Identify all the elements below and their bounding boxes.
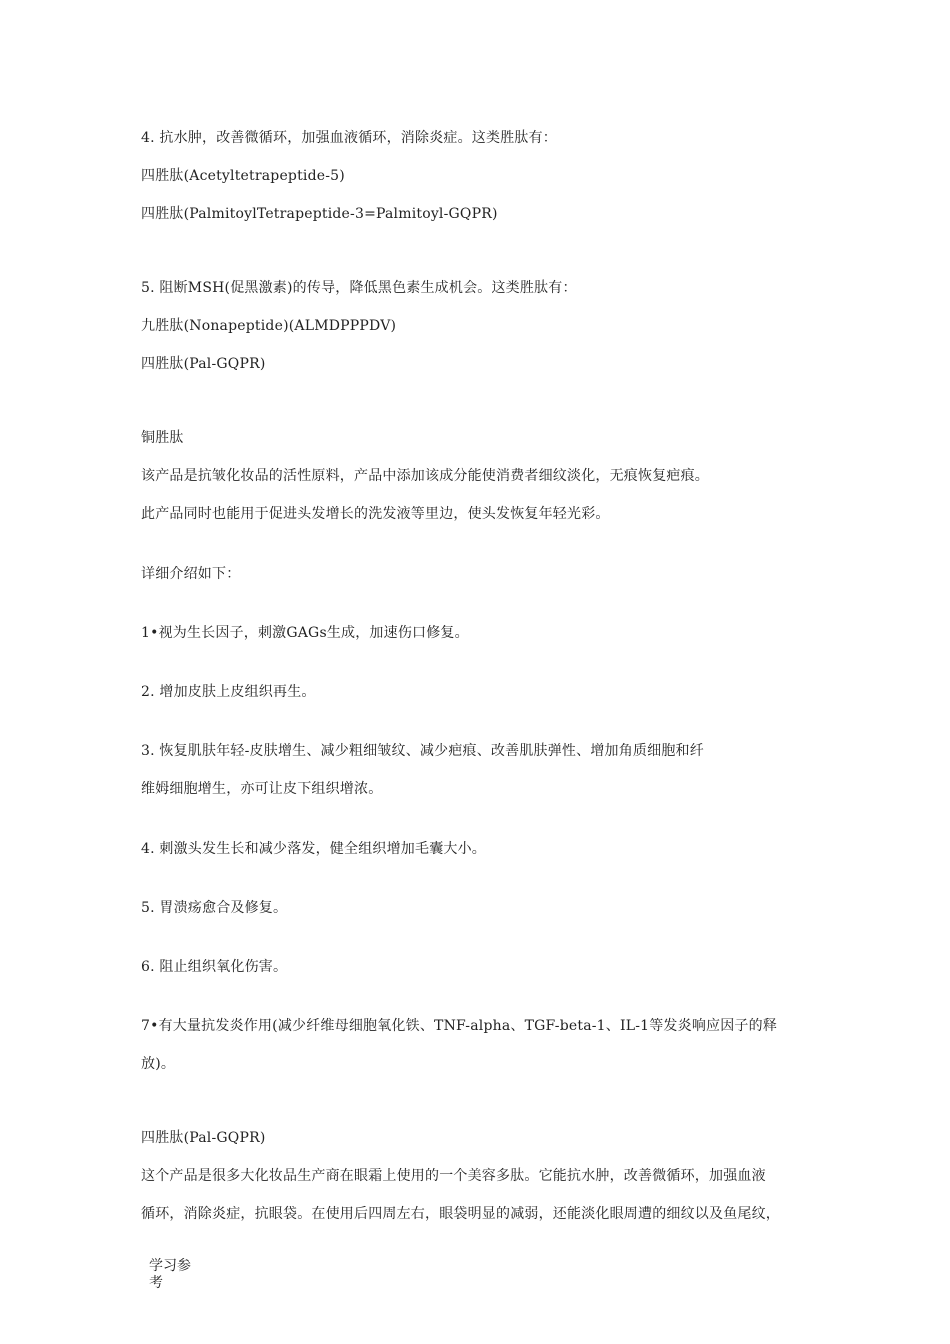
palgqpr-line-2: 循环，消除炎症，抗眼袋。在使用后四周左右，眼袋明显的减弱，还能淡化眼周遭的细纹以及鱼尾纹， (141, 1206, 780, 1222)
section4-item-1: 四胜肽(Acetyltetrapeptide-5) (141, 168, 345, 184)
copper-point-3: 3. 恢复肌肤年轻-皮肤增生、减少粗细皱纹、减少疤痕、改善肌肤弹性、增加角质细胞和纤 (141, 743, 704, 759)
palgqpr-title: 四胜肽(Pal-GQPR) (141, 1130, 266, 1146)
copper-point-4: 4. 刺激头发生长和减少落发，健全组织增加毛囊大小。 (141, 841, 487, 857)
copper-title: 铜胜肽 (141, 430, 184, 446)
copper-point-7-continued: 放)。 (141, 1056, 176, 1072)
copper-point-7: 7•有大量抗发炎作用(减少纤维母细胞氧化铁、TNF-alpha、TGF-beta-1、IL-1等发炎响应因子的释 (141, 1018, 778, 1034)
copper-point-3-continued: 维姆细胞增生，亦可让皮下组织增浓。 (141, 781, 383, 797)
section5-item-1: 九胜肽(Nonapeptide)(ALMDPPPDV) (141, 318, 397, 334)
section5-item-2: 四胜肽(Pal-GQPR) (141, 356, 266, 372)
section4-item-2: 四胜肽(PalmitoylTetrapeptide-3=Palmitoyl-GQPR) (141, 206, 498, 222)
copper-paragraph-1: 该产品是抗皱化妆品的活性原料，产品中添加该成分能使消费者细纹淡化，无痕恢复疤痕。 (141, 468, 709, 484)
copper-point-1: 1•视为生长因子，刺激GAGs生成，加速伤口修复。 (141, 625, 469, 641)
palgqpr-line-1: 这个产品是很多大化妆品生产商在眼霜上使用的一个美容多肽。它能抗水肿，改善微循环，加强血液 (141, 1168, 766, 1184)
copper-point-2: 2. 增加皮肤上皮组织再生。 (141, 684, 316, 700)
copper-point-6: 6. 阻止组织氧化伤害。 (141, 959, 288, 975)
section5-heading: 5. 阻断MSH(促黑激素)的传导，降低黑色素生成机会。这类胜肽有： (141, 280, 577, 296)
copper-paragraph-2: 此产品同时也能用于促进头发增长的洗发液等里边，使头发恢复年轻光彩。 (141, 506, 610, 522)
copper-point-5: 5. 胃溃疡愈合及修复。 (141, 900, 288, 916)
section4-heading: 4. 抗水肿，改善微循环，加强血液循环，消除炎症。这类胜肽有： (141, 130, 558, 146)
footer-label: 学习参考 (149, 1258, 191, 1291)
copper-intro: 详细介绍如下： (141, 566, 241, 582)
